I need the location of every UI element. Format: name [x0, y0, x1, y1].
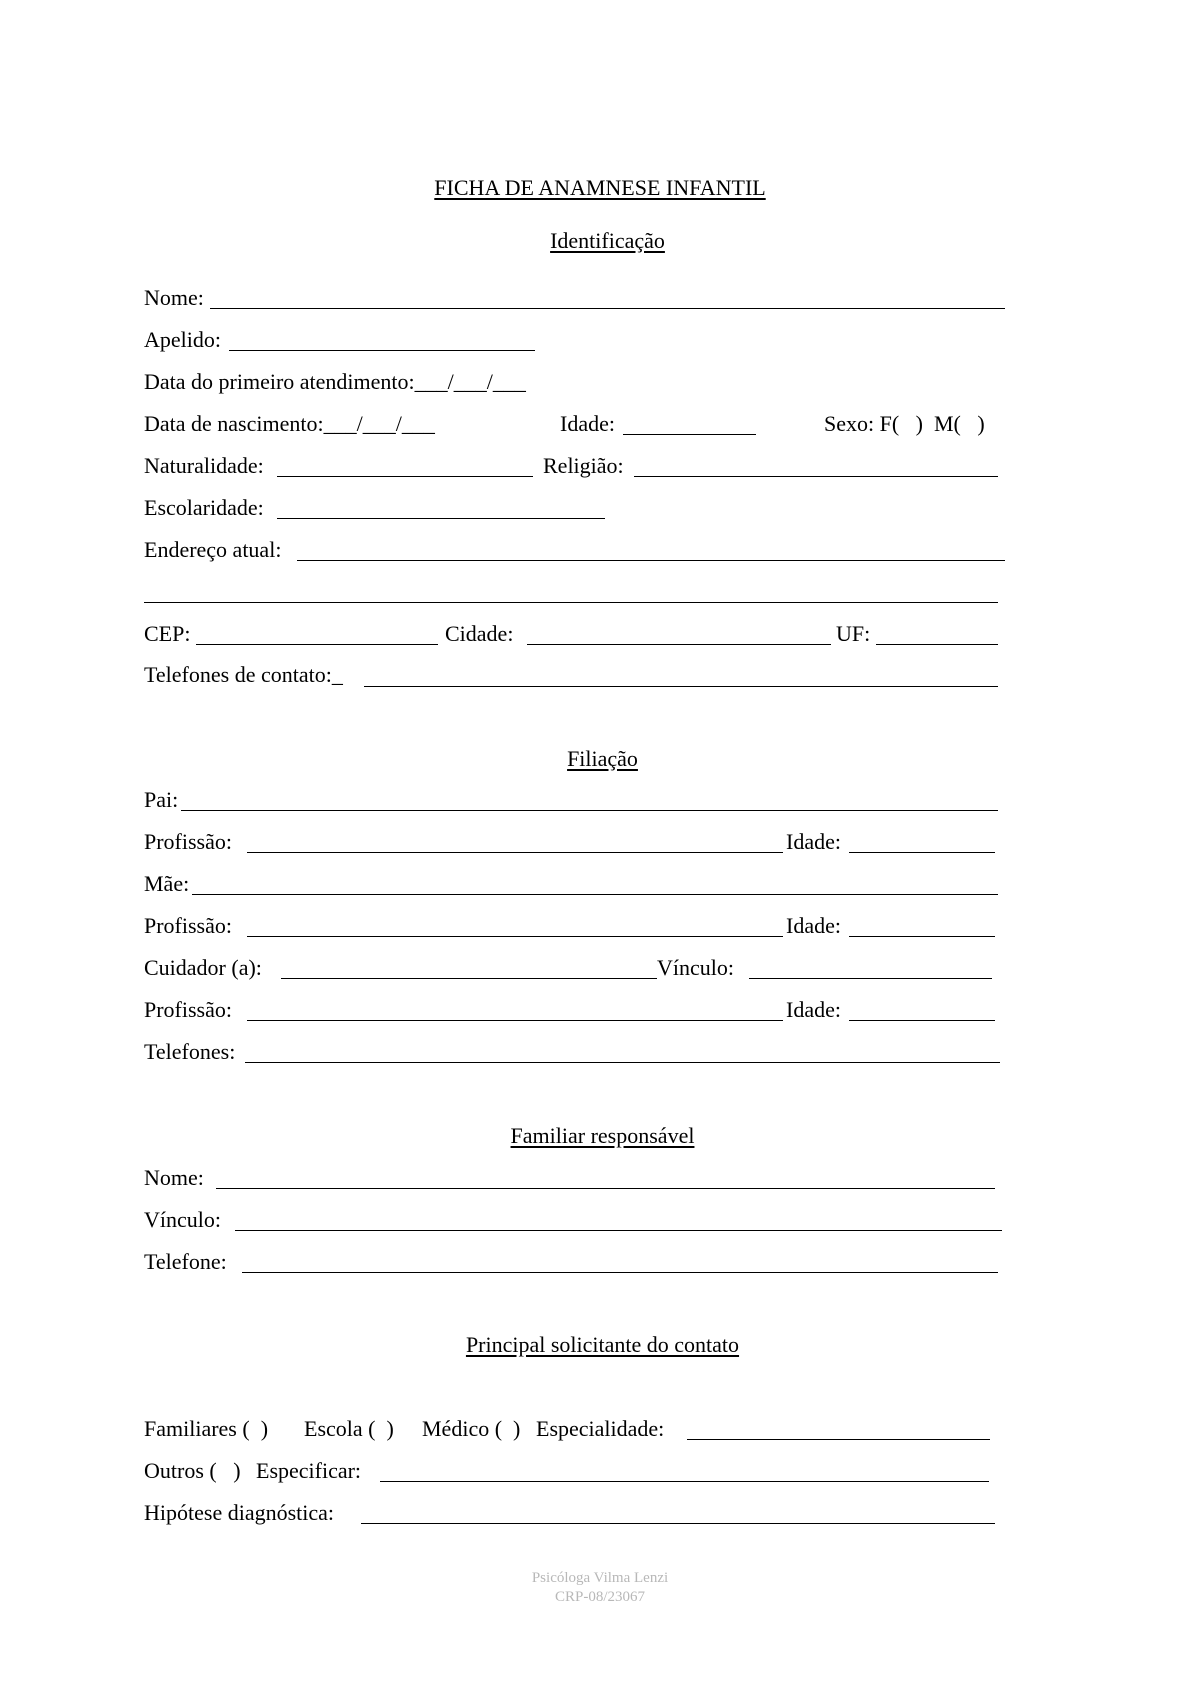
field-idade[interactable] — [623, 434, 756, 435]
field-naturalidade[interactable] — [277, 476, 533, 477]
label-mae: Mãe: — [144, 871, 190, 896]
option-medico[interactable]: Médico ( ) — [422, 1416, 521, 1441]
label-nome: Nome: — [144, 285, 204, 310]
footer-crp: CRP-08/23067 — [554, 1589, 645, 1605]
field-familiar-nome[interactable] — [216, 1188, 995, 1189]
label-cidade: Cidade: — [445, 621, 514, 646]
label-profissao-cuidador: Profissão: — [144, 997, 232, 1022]
label-vinculo-cuidador: Vínculo: — [657, 955, 734, 980]
label-uf: UF: — [836, 621, 871, 646]
field-escolaridade[interactable] — [277, 518, 605, 519]
field-especificar[interactable] — [380, 1481, 989, 1482]
field-mae[interactable] — [192, 894, 998, 895]
label-endereco: Endereço atual: — [144, 537, 282, 562]
field-idade-cuidador[interactable] — [849, 1020, 995, 1021]
label-idade-mae: Idade: — [786, 913, 841, 938]
label-idade-pai: Idade: — [786, 829, 841, 854]
label-cep: CEP: — [144, 621, 191, 646]
section-heading-identificacao: Identificação — [550, 228, 665, 253]
label-religiao: Religião: — [543, 453, 624, 478]
field-vinculo-cuidador[interactable] — [749, 978, 992, 979]
label-naturalidade: Naturalidade: — [144, 453, 264, 478]
label-especialidade: Especialidade: — [536, 1416, 665, 1441]
field-familiar-vinculo[interactable] — [235, 1230, 1002, 1231]
field-cep[interactable] — [196, 644, 438, 645]
field-primeiro-atendimento[interactable]: Data do primeiro atendimento:___/___/___ — [144, 369, 526, 394]
label-apelido: Apelido: — [144, 327, 221, 352]
label-familiar-telefone: Telefone: — [144, 1249, 227, 1274]
label-hipotese: Hipótese diagnóstica: — [144, 1500, 335, 1525]
section-heading-familiar: Familiar responsável — [510, 1123, 695, 1148]
label-telefones: Telefones: — [144, 1039, 236, 1064]
footer-name: Psicóloga Vilma Lenzi — [531, 1570, 669, 1586]
field-apelido[interactable] — [229, 350, 535, 351]
field-profissao-pai[interactable] — [247, 852, 783, 853]
field-especialidade[interactable] — [687, 1439, 990, 1440]
label-idade-cuidador: Idade: — [786, 997, 841, 1022]
option-escola[interactable]: Escola ( ) — [304, 1416, 394, 1441]
label-idade: Idade: — [560, 411, 615, 436]
field-religiao[interactable] — [634, 476, 998, 477]
field-familiar-telefone[interactable] — [242, 1272, 998, 1273]
field-endereco[interactable] — [297, 560, 1005, 561]
option-outros[interactable]: Outros ( ) — [144, 1458, 241, 1483]
field-nome[interactable] — [210, 308, 1005, 309]
field-hipotese[interactable] — [361, 1523, 995, 1524]
label-profissao-mae: Profissão: — [144, 913, 232, 938]
section-heading-filiacao: Filiação — [567, 746, 638, 771]
field-profissao-mae[interactable] — [247, 936, 783, 937]
field-idade-pai[interactable] — [849, 852, 995, 853]
field-data-nascimento[interactable]: Data de nascimento:___/___/___ — [144, 411, 435, 436]
label-familiar-nome: Nome: — [144, 1165, 204, 1190]
label-telefones-contato: Telefones de contato:_ — [144, 662, 343, 687]
label-cuidador: Cuidador (a): — [144, 955, 262, 980]
label-familiar-vinculo: Vínculo: — [144, 1207, 221, 1232]
field-telefones-contato[interactable] — [364, 686, 998, 687]
field-endereco-linha-2[interactable] — [144, 602, 998, 603]
field-pai[interactable] — [181, 810, 998, 811]
field-uf[interactable] — [876, 644, 998, 645]
label-especificar: Especificar: — [256, 1458, 362, 1483]
field-sexo[interactable]: Sexo: F( ) M( ) — [824, 411, 985, 436]
field-telefones[interactable] — [245, 1062, 1000, 1063]
field-idade-mae[interactable] — [849, 936, 995, 937]
field-profissao-cuidador[interactable] — [247, 1020, 783, 1021]
field-cidade[interactable] — [527, 644, 831, 645]
label-pai: Pai: — [144, 787, 179, 812]
option-familiares[interactable]: Familiares ( ) — [144, 1416, 269, 1441]
label-escolaridade: Escolaridade: — [144, 495, 264, 520]
label-profissao-pai: Profissão: — [144, 829, 232, 854]
field-cuidador[interactable] — [281, 978, 657, 979]
document-title: FICHA DE ANAMNESE INFANTIL — [434, 175, 766, 200]
section-heading-solicitante: Principal solicitante do contato — [465, 1332, 740, 1357]
